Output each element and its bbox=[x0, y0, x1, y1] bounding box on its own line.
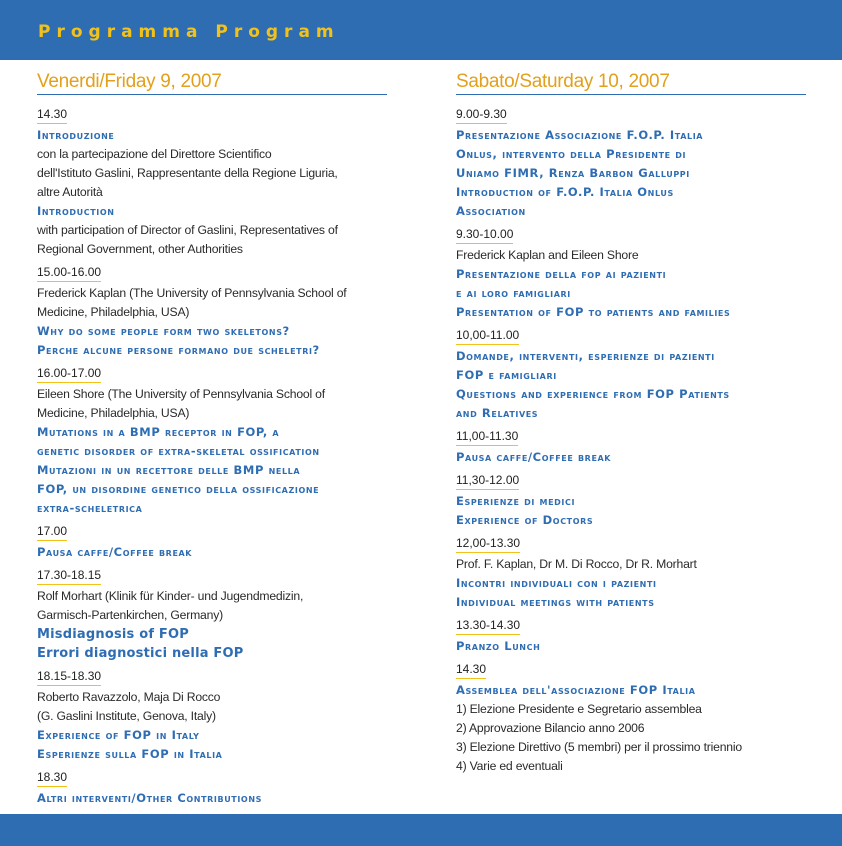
schedule-time: 18.15-18.30 bbox=[37, 668, 101, 686]
schedule-item bbox=[37, 520, 387, 562]
session-heading: Questions and experience from FOP Patients bbox=[456, 387, 730, 401]
session-text: Medicine, Philadelphia, USA) bbox=[37, 406, 190, 420]
session-text: Frederick Kaplan (The University of Pennsylvania School of bbox=[37, 286, 347, 300]
session-text: 2) Approvazione Bilancio anno 2006 bbox=[456, 721, 645, 735]
schedule-time: 13.30-14.30 bbox=[456, 617, 520, 635]
session-heading: Experience of Doctors bbox=[456, 513, 594, 527]
header-bar bbox=[0, 0, 842, 60]
session-heading: Errori diagnostici nella FOP bbox=[37, 646, 244, 661]
saturday-day-title: Sabato/Saturday 10, 2007 bbox=[456, 70, 806, 95]
session-heading: Domande, interventi, esperienze di pazienti bbox=[456, 349, 715, 363]
session-text: Regional Government, other Authorities bbox=[37, 242, 243, 256]
friday-schedule bbox=[37, 103, 387, 808]
session-text: Roberto Ravazzolo, Maja Di Rocco bbox=[37, 690, 221, 704]
schedule-item bbox=[456, 223, 806, 322]
schedule-item bbox=[37, 261, 387, 360]
schedule-time: 17.00 bbox=[37, 523, 67, 541]
session-text: altre Autorità bbox=[37, 185, 103, 199]
schedule-time: 9.00-9.30 bbox=[456, 106, 507, 124]
friday-day-title: Venerdi/Friday 9, 2007 bbox=[37, 70, 387, 95]
session-heading: Esperienze sulla FOP in Italia bbox=[37, 747, 223, 761]
session-heading: Individual meetings with patients bbox=[456, 595, 655, 609]
saturday-schedule bbox=[456, 103, 806, 776]
session-heading: FOP e famigliari bbox=[456, 368, 557, 382]
schedule-item bbox=[37, 103, 387, 259]
schedule-item bbox=[37, 665, 387, 764]
schedule-item bbox=[456, 324, 806, 423]
session-heading: Pranzo Lunch bbox=[456, 639, 541, 653]
footer-bar bbox=[0, 814, 842, 846]
schedule-time: 11,30-12.00 bbox=[456, 472, 519, 490]
schedule-time: 15.00-16.00 bbox=[37, 264, 101, 282]
friday-column bbox=[37, 70, 387, 810]
session-heading: e ai loro famigliari bbox=[456, 286, 571, 300]
session-heading: Experience of FOP in Italy bbox=[37, 728, 200, 742]
session-heading: Mutations in a BMP receptor in FOP, a bbox=[37, 425, 280, 439]
schedule-time: 17.30-18.15 bbox=[37, 567, 101, 585]
session-heading: Presentazione della fop ai pazienti bbox=[456, 267, 667, 281]
session-text: Prof. F. Kaplan, Dr M. Di Rocco, Dr R. Morhart bbox=[456, 557, 697, 571]
session-heading: Assemblea dell'associazione FOP Italia bbox=[456, 683, 696, 697]
schedule-item bbox=[456, 103, 806, 221]
schedule-item bbox=[456, 532, 806, 612]
schedule-item bbox=[456, 614, 806, 656]
schedule-item bbox=[456, 658, 806, 776]
session-text: Rolf Morhart (Klinik für Kinder- und Jugendmedizin, bbox=[37, 589, 304, 603]
session-text: (G. Gaslini Institute, Genova, Italy) bbox=[37, 709, 216, 723]
schedule-item bbox=[37, 564, 387, 663]
schedule-time: 14.30 bbox=[37, 106, 67, 124]
session-heading: Mutazioni in un recettore delle BMP nella bbox=[37, 463, 301, 477]
schedule-item bbox=[37, 362, 387, 518]
session-text: Garmisch-Partenkirchen, Germany) bbox=[37, 608, 223, 622]
schedule-time: 9.30-10.00 bbox=[456, 226, 513, 244]
schedule-time: 18.30 bbox=[37, 769, 67, 787]
session-text: with participation of Director of Gaslini, Representatives of bbox=[37, 223, 338, 237]
session-heading: Presentation of FOP to patients and families bbox=[456, 305, 731, 319]
schedule-time: 12,00-13.30 bbox=[456, 535, 520, 553]
session-heading: Incontri individuali con i pazienti bbox=[456, 576, 657, 590]
session-text: 4) Varie ed eventuali bbox=[456, 759, 563, 773]
session-heading: Misdiagnosis of FOP bbox=[37, 627, 189, 642]
session-heading: Onlus, intervento della Presidente di bbox=[456, 147, 687, 161]
session-heading: Uniamo FIMR, Renza Barbon Galluppi bbox=[456, 166, 690, 180]
session-heading: FOP, un disordine genetico della ossificazione bbox=[37, 482, 320, 496]
session-text: con la partecipazione del Direttore Scientifico bbox=[37, 147, 272, 161]
session-text: Medicine, Philadelphia, USA) bbox=[37, 305, 190, 319]
session-text: Frederick Kaplan and Eileen Shore bbox=[456, 248, 639, 262]
session-heading: Pausa caffe/Coffee break bbox=[37, 545, 193, 559]
session-heading: genetic disorder of extra-skeletal ossification bbox=[37, 444, 320, 458]
session-text: 3) Elezione Direttivo (5 membri) per il prossimo triennio bbox=[456, 740, 742, 754]
session-heading: Presentazione Associazione F.O.P. Italia bbox=[456, 128, 704, 142]
session-heading: Esperienze di medici bbox=[456, 494, 576, 508]
schedule-item bbox=[456, 469, 806, 530]
session-heading: Altri interventi/Other Contributions bbox=[37, 791, 262, 805]
session-heading: Introduzione bbox=[37, 128, 115, 142]
schedule-time: 10,00-11.00 bbox=[456, 327, 519, 345]
session-heading: Introduction of F.O.P. Italia Onlus bbox=[456, 185, 674, 199]
page-title: Programma Program bbox=[38, 22, 340, 42]
schedule-item bbox=[37, 766, 387, 808]
session-heading: and Relatives bbox=[456, 406, 539, 420]
schedule-item bbox=[456, 425, 806, 467]
session-heading: Perche alcune persone formano due scheletri? bbox=[37, 343, 320, 357]
session-heading: Why do some people form two skeletons? bbox=[37, 324, 290, 338]
schedule-time: 14.30 bbox=[456, 661, 486, 679]
session-heading: Introduction bbox=[37, 204, 115, 218]
saturday-column bbox=[456, 70, 806, 778]
schedule-time: 16.00-17.00 bbox=[37, 365, 101, 383]
session-text: 1) Elezione Presidente e Segretario assemblea bbox=[456, 702, 702, 716]
session-heading: extra-scheletrica bbox=[37, 501, 143, 515]
session-heading: Pausa caffe/Coffee break bbox=[456, 450, 612, 464]
session-text: Eileen Shore (The University of Pennsylvania School of bbox=[37, 387, 325, 401]
schedule-time: 11,00-11.30 bbox=[456, 428, 518, 446]
session-text: dell'Istituto Gaslini, Rappresentante della Regione Liguria, bbox=[37, 166, 338, 180]
session-heading: Association bbox=[456, 204, 526, 218]
